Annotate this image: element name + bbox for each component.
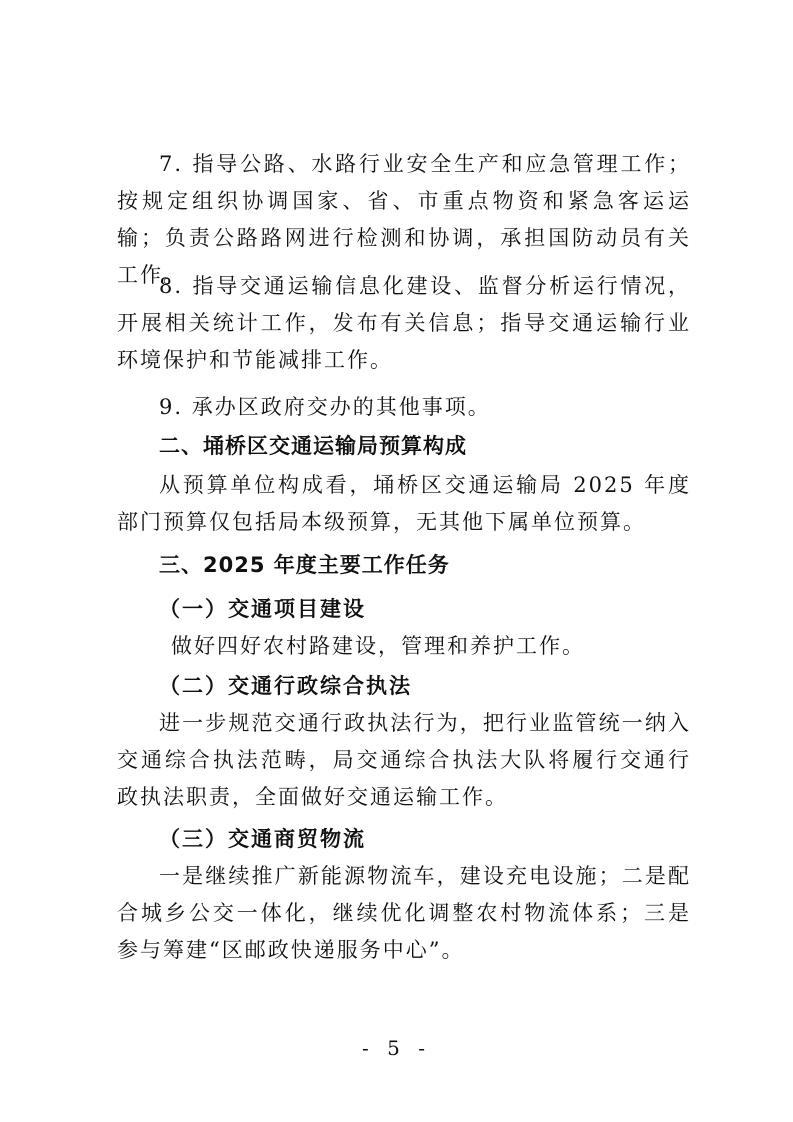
paragraph-item-9: 9. 承办区政府交办的其他事项。 xyxy=(159,395,491,419)
section-2-heading: 二、埇桥区交通运输局预算构成 xyxy=(159,434,467,458)
subsection-1-body: 做好四好农村路建设，管理和养护工作。 xyxy=(171,634,585,658)
subsection-2-heading: （二）交通行政综合执法 xyxy=(159,673,412,698)
subsection-3-heading: （三）交通商贸物流 xyxy=(159,826,366,851)
subsection-2-body: 进一步规范交通行政执法行为，把行业监管统一纳入交通综合执法范畴，局交通综合执法大队将履行交通行政执法职责，全面做好交通运输工作。 xyxy=(117,711,691,809)
subsection-3-body: 一是继续推广新能源物流车，建设充电设施；二是配合城乡公交一体化，继续优化调整农村物流体系；三是参与筹建“区邮政快递服务中心”。 xyxy=(117,864,691,962)
section-3-heading: 三、2025 年度主要工作任务 xyxy=(159,553,450,577)
subsection-1-heading: （一）交通项目建设 xyxy=(159,596,366,621)
paragraph-item-8: 8. 指导交通运输信息化建设、监督分析运行情况，开展相关统计工作，发布有关信息；指导交通运输行业环境保护和节能减排工作。 xyxy=(117,274,691,372)
paragraph-item-7: 7. 指导公路、水路行业安全生产和应急管理工作；按规定组织协调国家、省、市重点物资和紧急客运运输；负责公路路网进行检测和协调，承担国防动员有关工作。 xyxy=(117,152,691,287)
page-number: - 5 - xyxy=(362,1036,431,1060)
section-2-body: 从预算单位构成看，埇桥区交通运输局 2025 年度部门预算仅包括局本级预算，无其他下属单位预算。 xyxy=(117,473,691,534)
